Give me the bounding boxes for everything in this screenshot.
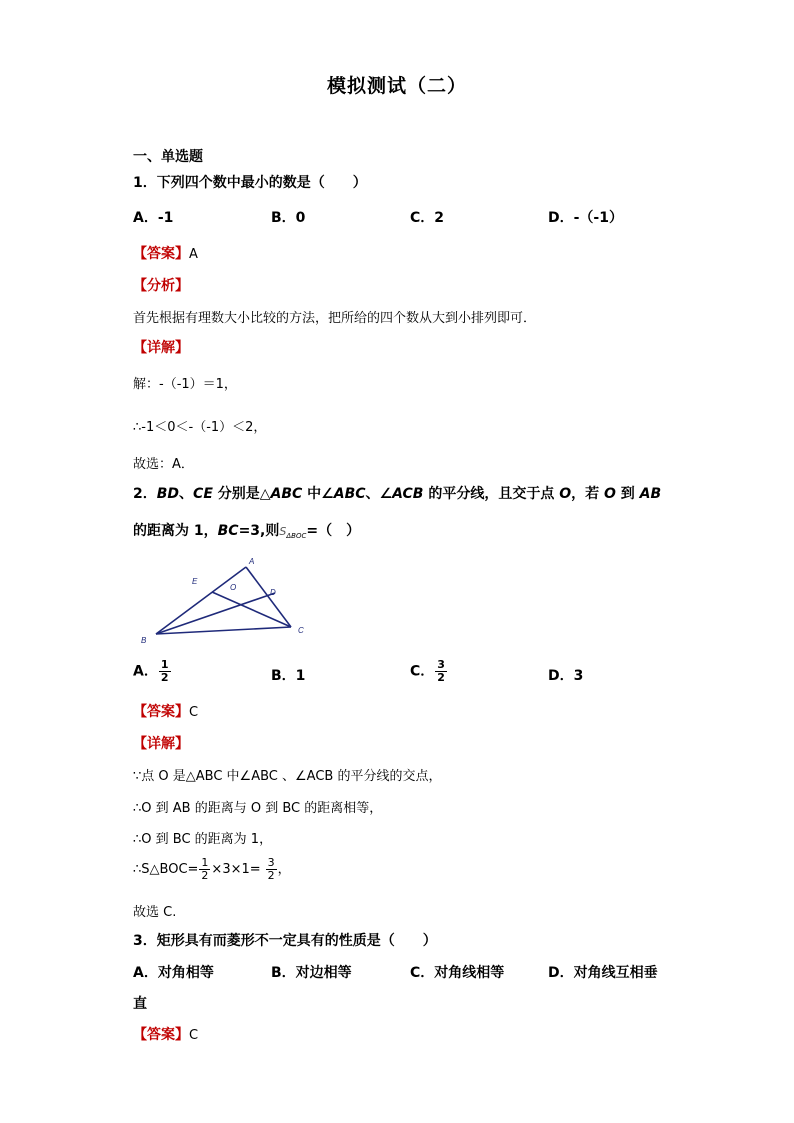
math-var: BD (156, 486, 180, 502)
answer-tag: 【答案】 (133, 704, 189, 720)
numerator: 3 (267, 856, 275, 869)
math-var: AB (639, 486, 662, 502)
answer-value: C (189, 1028, 199, 1043)
math-var: ACB (392, 486, 424, 502)
q1-option-a: A．-1 (133, 210, 174, 226)
q2-detail-line: 故选 C. (133, 905, 177, 920)
area-subscript: ΔBOC (286, 532, 307, 540)
q1-detail-tag: 【详解】 (133, 340, 189, 356)
q1-option-d: D．-（-1） (548, 210, 623, 226)
q2-option-a (133, 659, 172, 684)
q2-text: 的距离为 1， (133, 523, 218, 539)
page-title: 模拟测试（二） (326, 75, 467, 97)
triangle-lines (156, 567, 291, 634)
label-a: A (249, 557, 255, 566)
label-c: C (298, 626, 304, 635)
q3-option-b: B．对边相等 (271, 965, 352, 981)
math-var: ABC (333, 486, 366, 502)
q2-option-b: B．1 (271, 668, 306, 684)
q3-answer (133, 1024, 198, 1044)
label-d: D (270, 588, 276, 597)
fraction (267, 857, 276, 882)
label-o: O (230, 583, 237, 592)
q1-option-c: C．2 (410, 210, 445, 226)
math-var: ABC (270, 486, 303, 502)
q1-option-b: B．0 (271, 210, 306, 226)
q2-text: 、∠ (365, 486, 393, 502)
q2-detail-tag: 【详解】 (133, 736, 189, 752)
denominator: 2 (201, 869, 209, 882)
denominator: 2 (267, 869, 275, 882)
q2-stem-line1 (133, 483, 661, 503)
q3-option-c: C．对角线相等 (410, 965, 505, 981)
q2-option-c (410, 659, 448, 684)
q2-num: 2． (133, 486, 157, 502)
q2-text: 中∠ (302, 486, 334, 502)
q1-detail-line: 解：-（-1）＝1， (133, 377, 237, 392)
q1-detail-line: 故选：A． (133, 457, 194, 472)
numerator: 1 (201, 856, 209, 869)
denominator: 2 (160, 671, 169, 684)
q2-detail-line: ∴O 到 BC 的距离为 1， (133, 832, 273, 847)
option-label: C． (410, 663, 435, 680)
q2-option-d: D．3 (548, 668, 584, 684)
label-b: B (141, 636, 147, 645)
q2-text: =（ ） (306, 523, 361, 539)
q2-stem-line2 (133, 520, 360, 540)
side-bc (156, 627, 291, 634)
q2-text: 、 (179, 486, 194, 502)
q2-text: ，若 (571, 486, 604, 502)
segment-ce (212, 592, 291, 627)
math-var: O (559, 486, 572, 502)
numerator: 1 (160, 658, 169, 671)
side-ac (246, 567, 291, 627)
q3-option-a: A．对角相等 (133, 965, 214, 981)
label-e: E (192, 577, 198, 586)
segment-bd (156, 593, 275, 634)
fraction (200, 857, 209, 882)
q2-detail-line: ∴O 到 AB 的距离与 O 到 BC 的距离相等， (133, 801, 383, 816)
answer-tag: 【答案】 (133, 246, 189, 262)
q2-answer (133, 701, 198, 721)
q1-stem: 1．下列四个数中最小的数是（ ） (133, 175, 367, 191)
fraction (160, 659, 170, 684)
denominator: 2 (437, 671, 445, 684)
q3-option-d: D．对角线互相垂 (548, 965, 658, 981)
q2-text: 分别是△ (212, 486, 271, 502)
q3-stem: 3．矩形具有而菱形不一定具有的性质是（ ） (133, 933, 437, 949)
math-var: BC (217, 523, 239, 539)
q2-text: =3,则 (238, 523, 280, 539)
answer-value: C (189, 705, 199, 720)
math-text: ， (277, 862, 291, 877)
answer-tag: 【答案】 (133, 1027, 189, 1043)
q2-detail-line-area (133, 857, 291, 882)
q2-detail-line: ∵点 O 是△ABC 中∠ABC 、∠ACB 的平分线的交点， (133, 769, 442, 784)
option-label: A． (133, 663, 158, 680)
triangle-figure (136, 553, 316, 648)
q1-analysis-tag: 【分析】 (133, 278, 189, 294)
math-text: ∴S△BOC= (133, 862, 199, 877)
numerator: 3 (437, 658, 445, 671)
q2-text: 到 (615, 486, 640, 502)
q1-detail-line: ∴-1＜0＜-（-1）＜2， (133, 420, 267, 435)
math-text: ×3×1= (211, 862, 261, 877)
area-symbol: S (279, 525, 287, 538)
section-heading: 一、单选题 (133, 149, 203, 165)
q3-option-d-wrap: 直 (133, 996, 147, 1012)
fraction (436, 659, 446, 684)
q1-analysis-text: 首先根据有理数大小比较的方法，把所给的四个数从大到小排列即可． (133, 311, 537, 326)
math-var: O (603, 486, 616, 502)
q2-text: 的平分线，且交于点 (423, 486, 560, 502)
q1-answer (133, 243, 198, 263)
answer-value: A (189, 247, 198, 262)
math-var: CE (193, 486, 213, 502)
